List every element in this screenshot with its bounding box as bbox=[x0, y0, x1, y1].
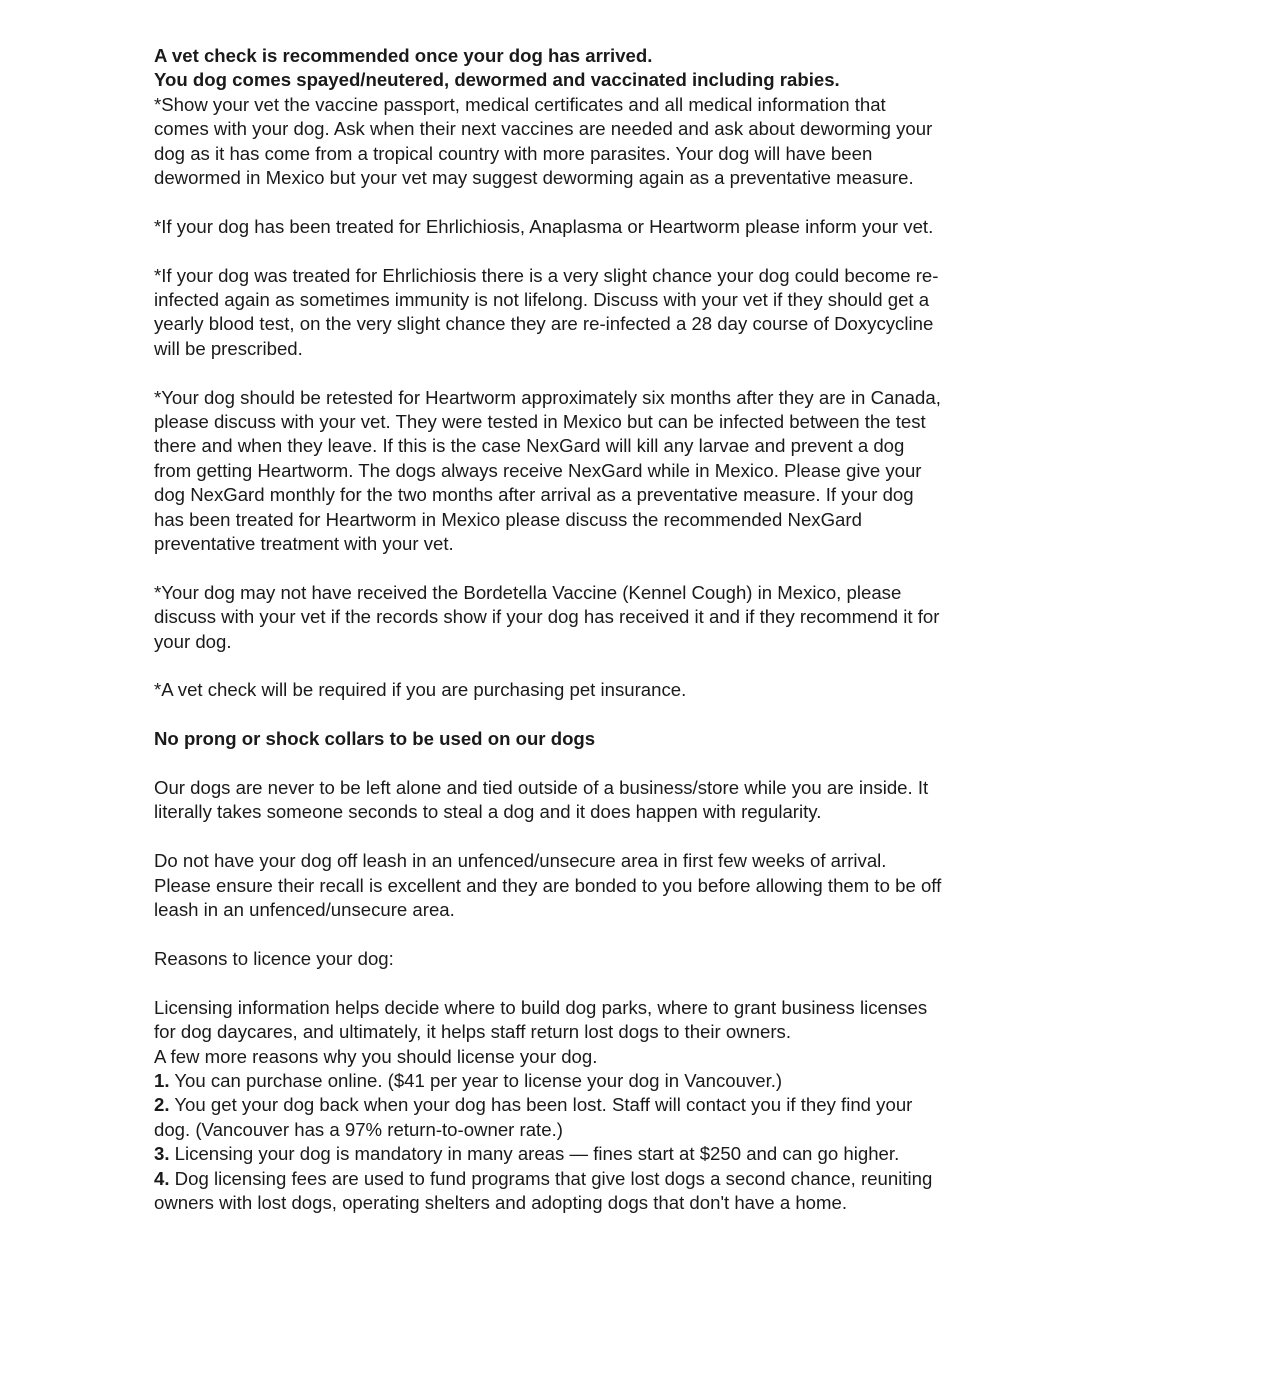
vet-passport-paragraph: *Show your vet the vaccine passport, medical certificates and all medical information that comes with your dog. Ask when their next vaccines are needed and ask about deworming your dog as it has come from a tropical country with more parasites. Your dog will have been dewormed in Mexico but your vet may suggest deworming again as a preventative measure. bbox=[154, 93, 933, 189]
vet-check-heading: A vet check is recommended once your dog has arrived. bbox=[154, 45, 653, 66]
off-leash-paragraph: Do not have your dog off leash in an unfenced/unsecure area in first few weeks of arrival. Please ensure their recall is excellent and they are bonded to you before allowing them to be off leash in an unfenced/unsecure area. bbox=[154, 850, 942, 921]
list-item: 3. Licensing your dog is mandatory in many areas — fines start at $250 and can go higher. bbox=[154, 1143, 900, 1165]
left-alone-paragraph: Our dogs are never to be left alone and tied outside of a business/store while you are inside. It literally takes someone seconds to steal a dog and it does happen with regularity. bbox=[154, 777, 929, 823]
list-number: 3. bbox=[154, 1143, 170, 1165]
list-number: 2. bbox=[154, 1094, 170, 1116]
treated-paragraph: *If your dog has been treated for Ehrlichiosis, Anaplasma or Heartworm please inform your vet. bbox=[154, 215, 934, 237]
reasons-list bbox=[154, 1069, 1054, 1215]
list-number: 4. bbox=[154, 1167, 170, 1189]
document-page bbox=[154, 44, 1054, 1215]
insurance-paragraph: *A vet check will be required if you are purchasing pet insurance. bbox=[154, 679, 687, 701]
bordetella-paragraph: *Your dog may not have received the Bordetella Vaccine (Kennel Cough) in Mexico, please discuss with your vet if the records show if your dog has received it and if they recommend it for your dog. bbox=[154, 581, 940, 652]
collars-heading: No prong or shock collars to be used on our dogs bbox=[154, 728, 596, 750]
heartworm-paragraph: *Your dog should be retested for Heartworm approximately six months after they are in Canada, please discuss with your vet. They were tested in Mexico but can be infected between the test there and when they leave. If this is the case NexGard will kill any larvae and prevent a dog from getting Heartworm. The dogs always receive NexGard while in Mexico. Please give your dog NexGard monthly for the two months after arrival as a preventative measure. If your dog has been treated for Heartworm in Mexico please discuss the recommended NexGard preventative treatment with your vet. bbox=[154, 386, 941, 555]
spayed-neutered-heading: You dog comes spayed/neutered, dewormed and vaccinated including rabies. bbox=[154, 69, 840, 91]
ehrlichiosis-paragraph: *If your dog was treated for Ehrlichiosis there is a very slight chance your dog could become re- infected again as sometimes immunity is not lifelong. Discuss with your vet if they should get a yearly blood test, on the very slight chance they are re-infected a 28 day course of Doxycycline will be prescribed. bbox=[154, 264, 939, 359]
list-number: 1. bbox=[154, 1069, 170, 1091]
list-item: 2. You get your dog back when your dog has been lost. Staff will contact you if they find your dog. (Vancouver has a 97% return-to-owner rate.) bbox=[154, 1094, 913, 1140]
licensing-paragraph: Licensing information helps decide where to build dog parks, where to grant business licenses for dog daycares, and ultimately, it helps staff return lost dogs to their owners. A few more reasons why you should license your dog. bbox=[154, 996, 928, 1067]
list-item: 4. Dog licensing fees are used to fund programs that give lost dogs a second chance, reuniting owners with lost dogs, operating shelters and adopting dogs that don't have a home. bbox=[154, 1167, 933, 1213]
reasons-heading: Reasons to licence your dog: bbox=[154, 947, 394, 969]
list-item: 1. You can purchase online. ($41 per year to license your dog in Vancouver.) bbox=[154, 1069, 783, 1091]
